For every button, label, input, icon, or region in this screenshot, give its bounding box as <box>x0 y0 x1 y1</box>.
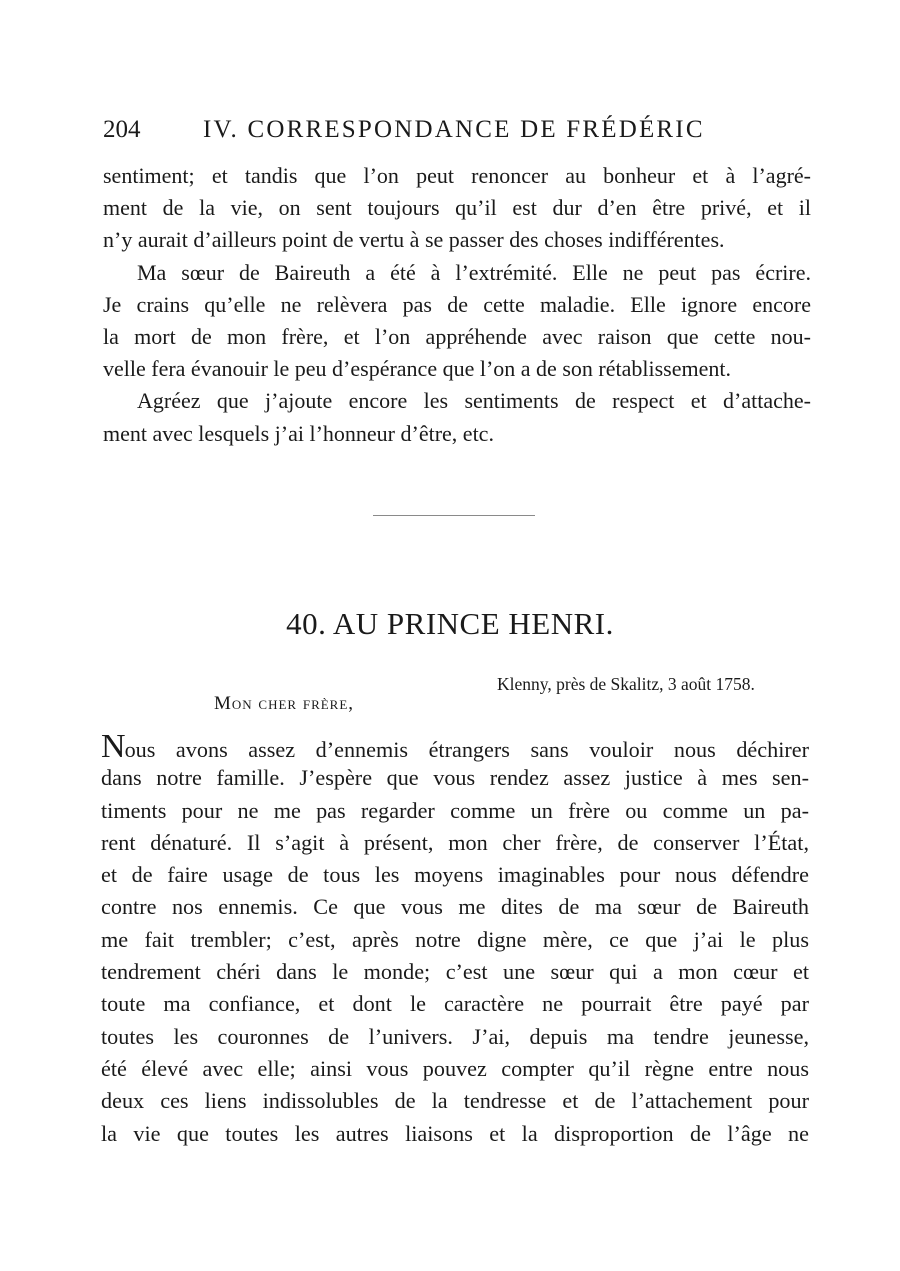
text-line: Ma sœur de Baireuth a été à l’extrémité. Elle ne peut pas écrire. <box>137 259 811 285</box>
text-line: ment avec lesquels j’ai l’honneur d’être, etc. <box>103 420 494 446</box>
first-line-text: ous avons assez d’ennemis étrangers sans vouloir nous déchirer <box>124 737 809 762</box>
text-line: la mort de mon frère, et l’on appréhende avec raison que cette nou- <box>103 323 811 349</box>
drop-cap: N <box>101 728 125 765</box>
running-head: IV. CORRESPONDANCE DE FRÉDÉRIC <box>203 116 705 143</box>
letter-dateline: Klenny, près de Skalitz, 3 août 1758. <box>497 674 755 694</box>
text-line: été élevé avec elle; ainsi vous pouvez compter qu’il règne entre nous <box>101 1055 809 1081</box>
text-line: contre nos ennemis. Ce que vous me dites de ma sœur de Baireuth <box>101 894 809 920</box>
letter-salutation: Mon cher frère, <box>214 693 355 714</box>
page-header <box>103 114 713 150</box>
previous-letter-ending <box>103 160 811 450</box>
text-line: Je crains qu’elle ne relèvera pas de cette maladie. Elle ignore encore <box>103 291 811 317</box>
text-line: timents pour ne me pas regarder comme un frère ou comme un pa- <box>101 797 809 823</box>
section-divider <box>373 515 535 516</box>
text-line: toutes les couronnes de l’univers. J’ai, depuis ma tendre jeunesse, <box>101 1023 809 1049</box>
text-line: toute ma confiance, et dont le caractère ne pourrait être payé par <box>101 991 809 1017</box>
text-line: Agréez que j’ajoute encore les sentiments de respect et d’attache- <box>137 388 811 414</box>
text-line: n’y aurait d’ailleurs point de vertu à se passer des choses indifférentes. <box>103 227 725 253</box>
text-line: et de faire usage de tous les moyens imaginables pour nous défendre <box>101 862 809 888</box>
text-line: rent dénaturé. Il s’agit à présent, mon cher frère, de conserver l’État, <box>101 829 809 855</box>
letter-body <box>101 730 809 1150</box>
text-line: tendrement chéri dans le monde; c’est une sœur qui a mon cœur et <box>101 959 809 985</box>
page-number: 204 <box>103 116 141 143</box>
text-line: velle fera évanouir le peu d’espérance que l’on a de son rétablissement. <box>103 356 731 382</box>
letter-title: 40. AU PRINCE HENRI. <box>286 606 614 641</box>
text-line: ment de la vie, on sent toujours qu’il est dur d’en être privé, et il <box>103 195 811 221</box>
text-line: dans notre famille. J’espère que vous rendez assez justice à mes sen- <box>101 765 809 791</box>
text-line: me fait trembler; c’est, après notre digne mère, ce que j’ai le plus <box>101 926 809 952</box>
text-line-first <box>101 728 809 765</box>
text-line: deux ces liens indissolubles de la tendresse et de l’attachement pour <box>101 1088 809 1114</box>
text-line: la vie que toutes les autres liaisons et la disproportion de l’âge ne <box>101 1120 809 1146</box>
text-line: sentiment; et tandis que l’on peut renoncer au bonheur et à l’agré- <box>103 163 811 188</box>
